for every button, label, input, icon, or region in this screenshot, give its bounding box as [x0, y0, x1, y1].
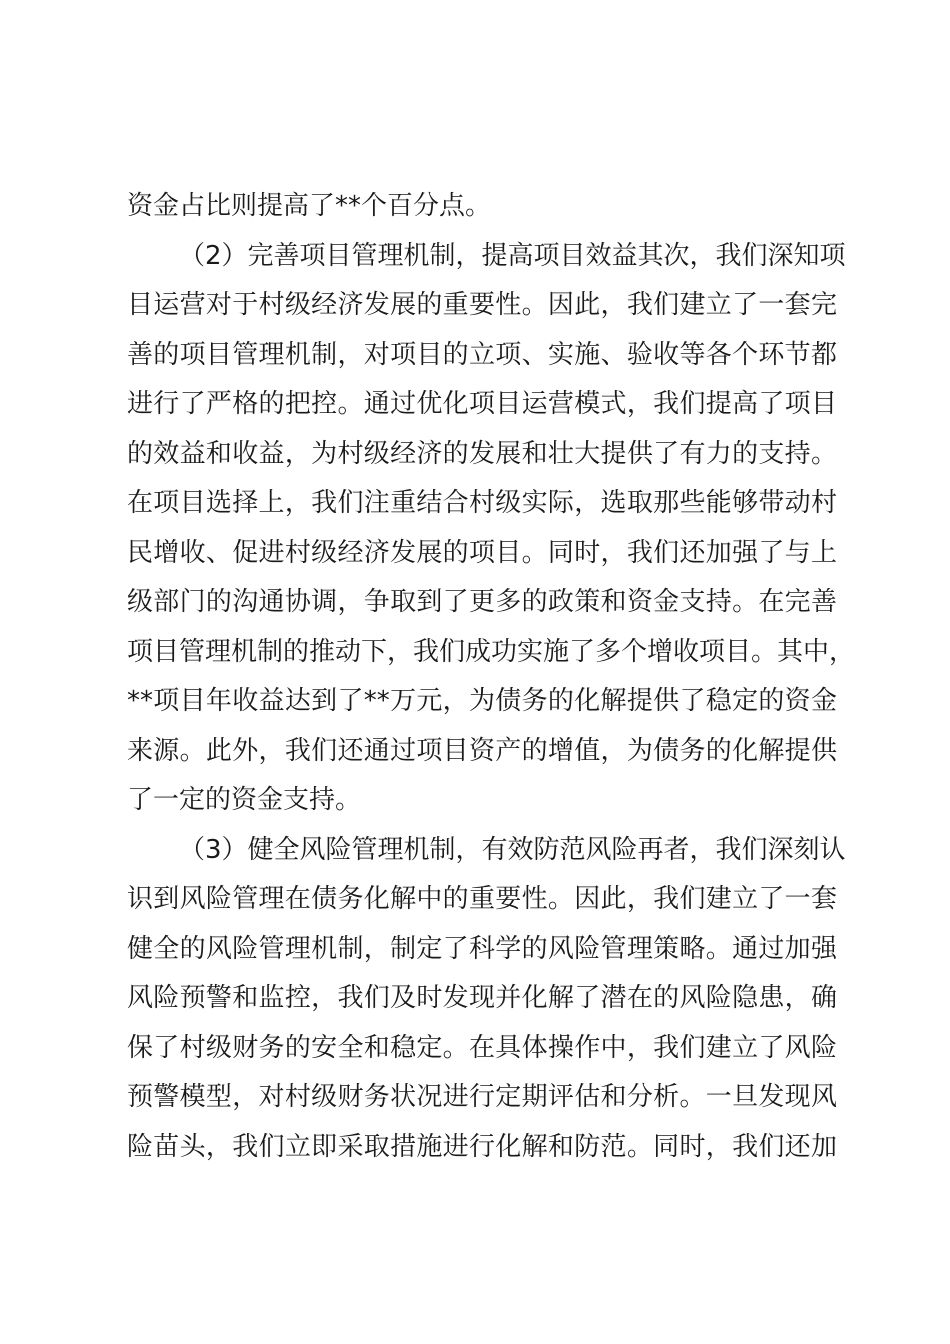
text-line: 民增收、促进村级经济发展的项目。同时，我们还加强了与上 — [127, 537, 837, 568]
text-line: 进行了严格的把控。通过优化项目运营模式，我们提高了项目 — [127, 389, 837, 419]
text-line: 善的项目管理机制，对项目的立项、实施、验收等各个环节都 — [127, 339, 837, 370]
text-line: 了一定的资金支持。 — [127, 785, 362, 815]
text-line: 识到风险管理在债务化解中的重要性。因此，我们建立了一套 — [127, 884, 837, 914]
paragraph-2-heading-line: （2）完善项目管理机制，提高项目效益其次，我们深知项 — [179, 240, 846, 271]
text-line: 级部门的沟通协调，争取到了更多的政策和资金支持。在完善 — [127, 587, 837, 617]
paragraph-3-heading-line: （3）健全风险管理机制，有效防范风险再者，我们深刻认 — [179, 834, 846, 865]
text-line: 资金占比则提高了**个百分点。 — [127, 191, 492, 221]
text-line: 在项目选择上，我们注重结合村级实际，选取那些能够带动村 — [127, 488, 837, 518]
body-text — [127, 182, 856, 1172]
text-line: 的效益和收益，为村级经济的发展和壮大提供了有力的支持。 — [127, 438, 837, 469]
text-line: 来源。此外，我们还通过项目资产的增值，为债务的化解提供 — [127, 735, 837, 766]
text-line: 目运营对于村级经济发展的重要性。因此，我们建立了一套完 — [127, 290, 837, 320]
text-line: 健全的风险管理机制，制定了科学的风险管理策略。通过加强 — [127, 933, 837, 964]
text-line: 项目管理机制的推动下，我们成功实施了多个增收项目。其中， — [127, 636, 856, 667]
text-line: 保了村级财务的安全和稳定。在具体操作中，我们建立了风险 — [127, 1032, 837, 1063]
text-line: 险苗头，我们立即采取措施进行化解和防范。同时，我们还加 — [127, 1131, 837, 1162]
text-line: **项目年收益达到了**万元，为债务的化解提供了稳定的资金 — [127, 686, 837, 716]
text-line: 预警模型，对村级财务状况进行定期评估和分析。一旦发现风 — [127, 1082, 837, 1112]
text-line: 风险预警和监控，我们及时发现并化解了潜在的风险隐患，确 — [127, 983, 837, 1013]
